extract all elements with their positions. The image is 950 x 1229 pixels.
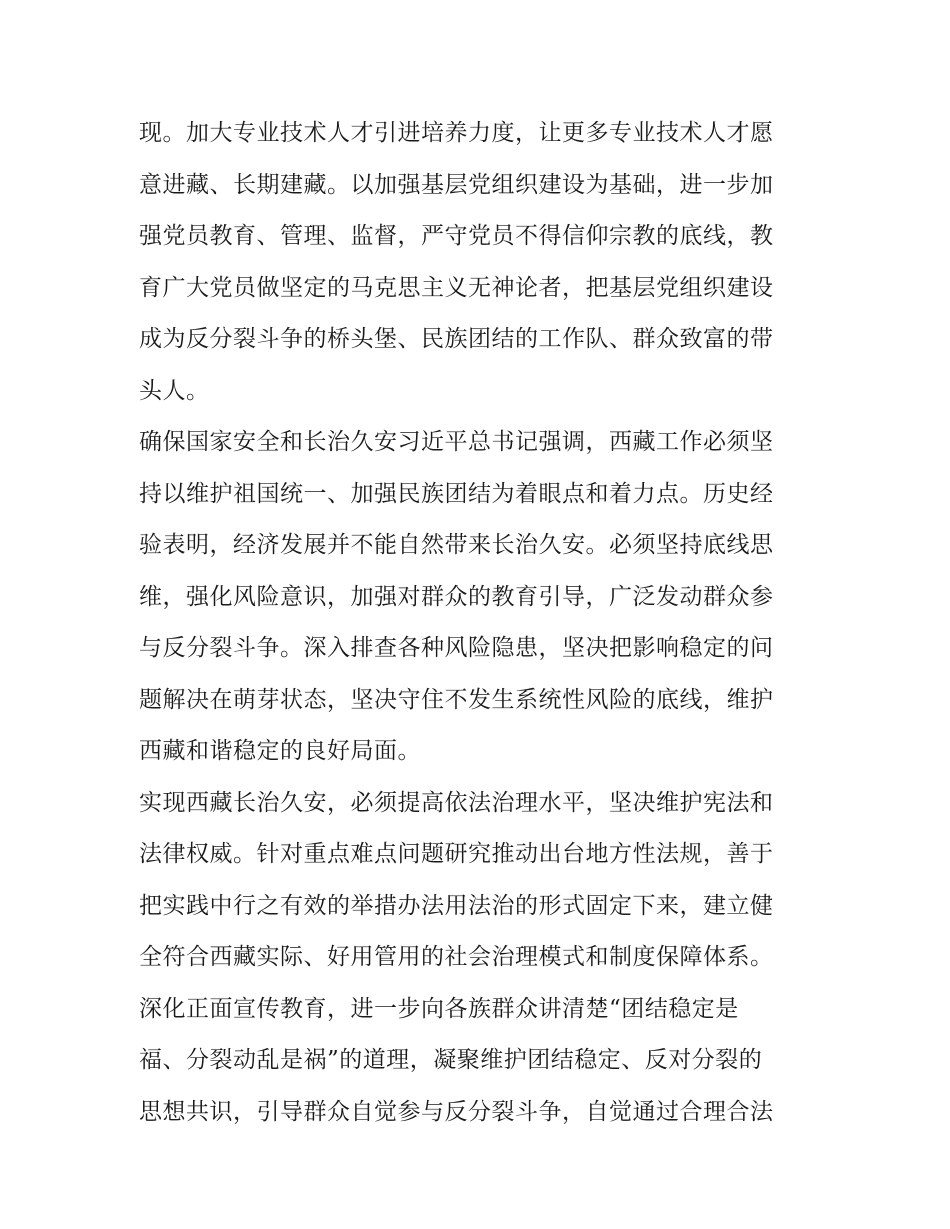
text-line: 育广大党员做坚定的马克思主义无神论者，把基层党组织建设 [139,274,774,301]
text-line: 法律权威。针对重点难点问题研究推动出台地方性法规，善于 [139,841,774,867]
text-line: 强党员教育、管理、监督，严守党员不得信仰宗教的底线，教 [139,223,774,249]
text-line: 西藏和谐稳定的良好局面。 [139,738,421,764]
text-line: 持以维护祖国统一、加强民族团结为着眼点和着力点。历史经 [139,480,774,507]
text-line: 思想共识，引导群众自觉参与反分裂斗争，自觉通过合理合法 [139,1098,774,1125]
text-line: 意进藏、长期建藏。以加强基层党组织建设为基础，进一步加 [139,171,774,198]
text-line: 确保国家安全和长治久安习近平总书记强调，西藏工作必须坚 [139,429,774,455]
text-line: 验表明，经济发展并不能自然带来长治久安。必须坚持底线思 [139,532,774,558]
text-line: 全符合西藏实际、好用管用的社会治理模式和制度保障体系。 [139,944,774,970]
text-line: 把实践中行之有效的举措办法用法治的形式固定下来，建立健 [139,892,774,919]
text-line: 实现西藏长治久安，必须提高依法治理水平，坚决维护宪法和 [139,789,774,816]
text-line: 深化正面宣传教育，进一步向各族群众讲清楚“团结稳定是 [139,995,739,1022]
text-line: 头人。 [139,377,210,404]
body-text [139,108,819,1138]
text-line: 成为反分裂斗争的桥头堡、民族团结的工作队、群众致富的带 [139,326,774,352]
text-line: 题解决在萌芽状态，坚决守住不发生系统性风险的底线，维护 [139,686,774,713]
text-line: 福、分裂动乱是祸”的道理，凝聚维护团结稳定、反对分裂的 [139,1047,763,1073]
text-line: 与反分裂斗争。深入排查各种风险隐患，坚决把影响稳定的问 [139,635,774,661]
text-line: 现。加大专业技术人才引进培养力度，让更多专业技术人才愿 [139,120,774,146]
text-line: 维，强化风险意识，加强对群众的教育引导，广泛发动群众参 [139,583,774,610]
